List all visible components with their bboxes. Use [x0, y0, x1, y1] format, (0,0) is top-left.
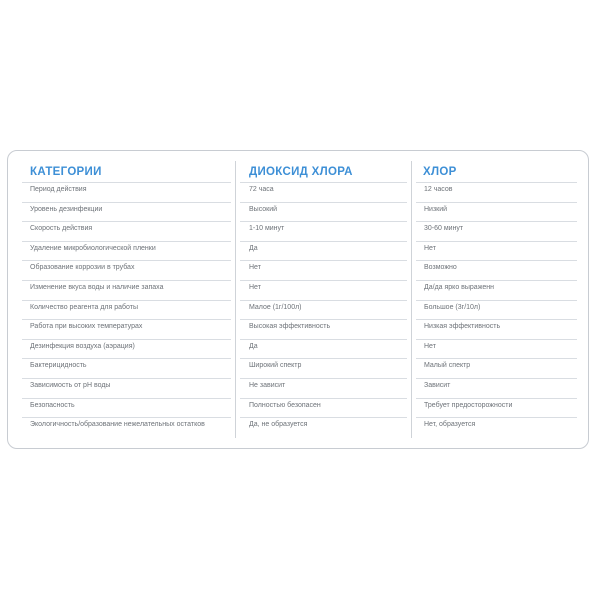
cell-chlorine: Низкий	[424, 205, 448, 213]
row-divider	[240, 260, 407, 261]
cell-chlorine: 12 часов	[424, 186, 453, 193]
row-divider	[22, 319, 231, 320]
row-divider	[22, 300, 231, 301]
header-chlorine-dioxide: ДИОКСИД ХЛОРА	[249, 166, 353, 178]
row-divider	[416, 221, 577, 222]
cell-chlorine: Низкая эффективность	[424, 323, 501, 331]
cell-chlorine: Малый спектр	[424, 362, 471, 370]
cell-category: Зависимость от pH воды	[30, 382, 111, 389]
header-chlorine: ХЛОР	[423, 166, 457, 178]
cell-chlorine-dioxide: Нет	[249, 284, 261, 291]
cell-chlorine: Нет	[424, 342, 436, 350]
cell-category: Бактерицидность	[30, 362, 87, 370]
cell-chlorine-dioxide: Высокий	[249, 205, 278, 213]
row-divider	[22, 202, 231, 203]
cell-chlorine: Большое (3г/10л)	[424, 303, 481, 311]
cell-chlorine-dioxide: Да, не образуется	[249, 421, 308, 429]
row-divider	[22, 182, 231, 183]
cell-category: Период действия	[30, 186, 87, 193]
row-divider	[22, 260, 231, 261]
cell-chlorine-dioxide: Да	[249, 244, 258, 252]
row-divider	[240, 378, 407, 379]
cell-category: Удаление микробиологической пленки	[30, 244, 156, 252]
row-divider	[240, 202, 407, 203]
cell-chlorine-dioxide: 1-10 минут	[249, 225, 285, 233]
row-divider	[240, 280, 407, 281]
cell-chlorine-dioxide: Да	[249, 342, 258, 350]
row-divider	[416, 300, 577, 301]
cell-chlorine-dioxide: Нет	[249, 264, 261, 272]
cell-chlorine: Зависит	[424, 382, 451, 389]
cell-category: Дезинфекция воздуха (аэрация)	[30, 342, 135, 350]
cell-chlorine: 30-60 минут	[424, 225, 464, 233]
row-divider	[22, 358, 231, 359]
row-divider	[416, 378, 577, 379]
comparison-table-card	[7, 150, 589, 449]
cell-chlorine: Требует предосторожности	[424, 401, 513, 409]
row-divider	[22, 241, 231, 242]
cell-chlorine-dioxide: Малое (1г/100л)	[249, 303, 302, 311]
cell-category: Количество реагента для работы	[30, 303, 139, 311]
cell-chlorine-dioxide: Высокая эффективность	[249, 323, 331, 331]
table-header	[8, 151, 588, 184]
row-divider	[22, 221, 231, 222]
row-divider	[240, 182, 407, 183]
cell-category: Образование коррозии в трубах	[30, 264, 135, 272]
cell-chlorine: Нет, образуется	[424, 421, 476, 429]
table-row	[8, 419, 588, 439]
cell-chlorine-dioxide: Не зависит	[249, 382, 286, 389]
row-divider	[240, 339, 407, 340]
row-divider	[240, 241, 407, 242]
row-divider	[22, 280, 231, 281]
cell-category: Изменение вкуса воды и наличие запаха	[30, 284, 164, 291]
row-divider	[416, 202, 577, 203]
cell-chlorine: Да/да ярко выраженн	[424, 284, 495, 291]
cell-category: Безопасность	[30, 401, 75, 409]
row-divider	[416, 280, 577, 281]
row-divider	[416, 398, 577, 399]
cell-chlorine-dioxide: Широкий спектр	[249, 362, 302, 370]
cell-category: Работа при высоких температурах	[30, 323, 143, 331]
row-divider	[416, 182, 577, 183]
comparison-table	[8, 151, 588, 448]
row-divider	[240, 358, 407, 359]
row-divider	[416, 241, 577, 242]
cell-category: Уровень дезинфекции	[30, 205, 103, 213]
cell-chlorine-dioxide: 72 часа	[249, 186, 274, 193]
row-divider	[416, 417, 577, 418]
row-divider	[240, 417, 407, 418]
row-divider	[416, 319, 577, 320]
row-divider	[22, 378, 231, 379]
row-divider	[22, 339, 231, 340]
row-divider	[240, 300, 407, 301]
row-divider	[22, 417, 231, 418]
row-divider	[240, 221, 407, 222]
cell-chlorine: Нет	[424, 244, 436, 252]
header-categories: КАТЕГОРИИ	[30, 166, 102, 178]
cell-category: Экологичность/образование нежелательных остатков	[30, 421, 205, 429]
row-divider	[22, 398, 231, 399]
row-divider	[240, 398, 407, 399]
cell-category: Скорость действия	[30, 225, 93, 233]
cell-chlorine: Возможно	[424, 264, 457, 272]
cell-chlorine-dioxide: Полностью безопасен	[249, 401, 321, 409]
row-divider	[416, 260, 577, 261]
row-divider	[240, 319, 407, 320]
row-divider	[416, 358, 577, 359]
row-divider	[416, 339, 577, 340]
